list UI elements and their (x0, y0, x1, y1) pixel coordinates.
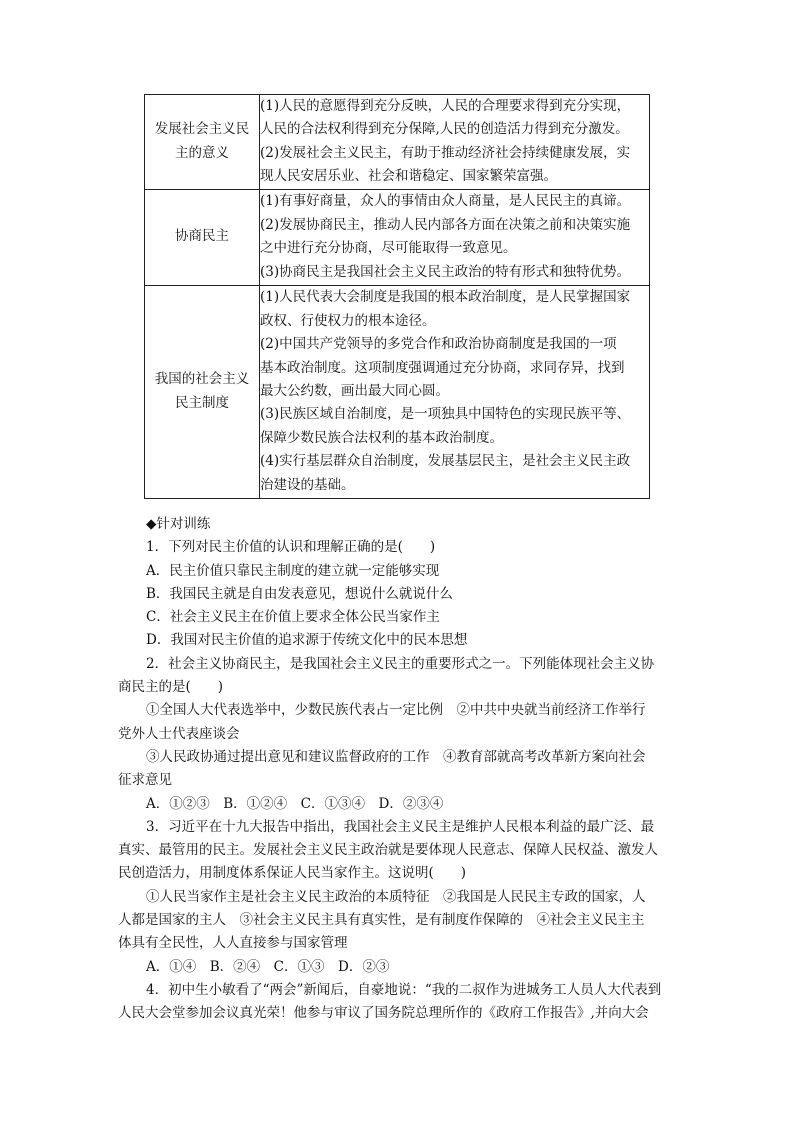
content-line: (2)中国共产党领导的多党合作和政治协商制度是我国的一项 (260, 336, 617, 353)
table-row (145, 285, 650, 498)
table-row (145, 95, 650, 190)
label-line: 民主制度 (175, 394, 229, 411)
question-line: ①人民当家作主是社会主义民主政治的本质特征 ②我国是人民民主专政的国家，人 (146, 888, 646, 905)
question-line: 商民主的是( ) (118, 679, 224, 696)
question-line: 真实、最管用的民主。发展社会主义民主政治就是要体现人民意志、保障人民权益、激发人 (118, 842, 658, 859)
row-content-consultative-democracy (260, 189, 650, 285)
label-line: 我国的社会主义 (154, 371, 250, 388)
content-line: 人民的合法权利得到充分保障,人民的创造活力得到充分激发。 (260, 121, 629, 138)
question-line: A．①④ B．②④ C．①③ D．②③ (146, 958, 390, 975)
question-line: 2．社会主义协商民主，是我国社会主义民主的重要形式之一。下列能体现社会主义协 (146, 655, 655, 672)
question-line: 人民大会堂参加会议真光荣！他参与审议了国务院总理所作的《政府工作报告》,并向大会 (118, 1005, 649, 1022)
row-label-consultative-democracy (145, 189, 260, 285)
row-content-democracy-significance (260, 95, 650, 190)
content-line: 最大公约数，画出最大同心圆。 (260, 382, 449, 399)
content-line: (1)人民代表大会制度是我国的根本政治制度，是人民掌握国家 (260, 289, 631, 306)
question-line: ①全国人大代表选举中，少数民族代表占一定比例 ②中共中央就当前经济工作举行 (146, 702, 646, 719)
question-line: 1．下列对民主价值的认识和理解正确的是( ) (146, 539, 436, 556)
content-line: 政权、行使权力的根本途径。 (260, 312, 436, 329)
content-line: (1)有事好商量，众人的事情由众人商量，是人民民主的真谛。 (260, 193, 631, 210)
question-line: C．社会主义民主在价值上要求全体公民当家作主 (146, 609, 440, 626)
content-line: (3)民族区域自治制度，是一项独具中国特色的实现民族平等、 (260, 406, 631, 423)
content-line: 保障少数民族合法权利的基本政治制度。 (260, 429, 503, 446)
content-line: (1)人民的意愿得到充分反映，人民的合理要求得到充分实现， (260, 98, 631, 114)
table-row (145, 189, 650, 285)
section-heading: ◆针对训练 (146, 516, 211, 532)
label-line: 发展社会主义民 (154, 121, 250, 138)
row-content-democratic-system (260, 285, 650, 498)
question-list (118, 536, 678, 1025)
content-line: (3)协商民主是我国社会主义民主政治的特有形式和独特优势。 (260, 263, 631, 280)
question-line: 党外人士代表座谈会 (118, 725, 240, 742)
question-line: 3．习近平在十九大报告中指出，我国社会主义民主是维护人民根本利益的最广泛、最 (146, 818, 655, 835)
content-line: 之中进行充分协商，尽可能取得一致意见。 (260, 240, 517, 257)
label-line: 主的意义 (175, 144, 229, 161)
content-line: (2)发展协商民主，推动人民内部各方面在决策之前和决策实施 (260, 216, 631, 233)
content-line: (2)发展社会主义民主，有助于推动经济社会持续健康发展，实 (260, 144, 631, 161)
question-line: B．我国民主就是自由发表意见，想说什么就说什么 (146, 585, 453, 602)
row-label-democratic-system (145, 285, 260, 498)
question-line: 民创造活力，用制度体系保证人民当家作主。这说明( ) (118, 865, 467, 882)
practice-section (118, 513, 678, 1026)
row-label-democracy-significance (145, 95, 260, 190)
summary-table (144, 94, 650, 499)
content-line: 现人民安居乐业、社会和谐稳定、国家繁荣富强。 (260, 168, 557, 185)
question-line: A．①②③ B．①②④ C．①③④ D．②③④ (146, 795, 444, 812)
content-line: 基本政治制度。这项制度强调通过充分协商，求同存异，找到 (260, 359, 625, 376)
label-line: 协商民主 (175, 228, 229, 245)
question-line: 人都是国家的主人 ③社会主义民主具有真实性，是有制度作保障的 ④社会主义民主主 (118, 912, 645, 929)
question-line: 体具有全民性，人人直接参与国家管理 (118, 935, 348, 952)
question-line: ③人民政协通过提出意见和建议监督政府的工作 ④教育部就高考改革新方案向社会 (146, 748, 646, 765)
question-line: A．民主价值只靠民主制度的建立就一定能够实现 (146, 562, 440, 579)
content-line: (4)实行基层群众自治制度，发展基层民主，是社会主义民主政 (260, 453, 631, 470)
content-line: 治建设的基础。 (260, 476, 355, 493)
question-line: 4．初中生小敏看了“两会”新闻后，自豪地说：“我的二叔作为进城务工人员人大代表到 (146, 981, 662, 998)
question-line: D．我国对民主价值的追求源于传统文化中的民本思想 (146, 632, 468, 649)
question-line: 征求意见 (118, 772, 172, 789)
